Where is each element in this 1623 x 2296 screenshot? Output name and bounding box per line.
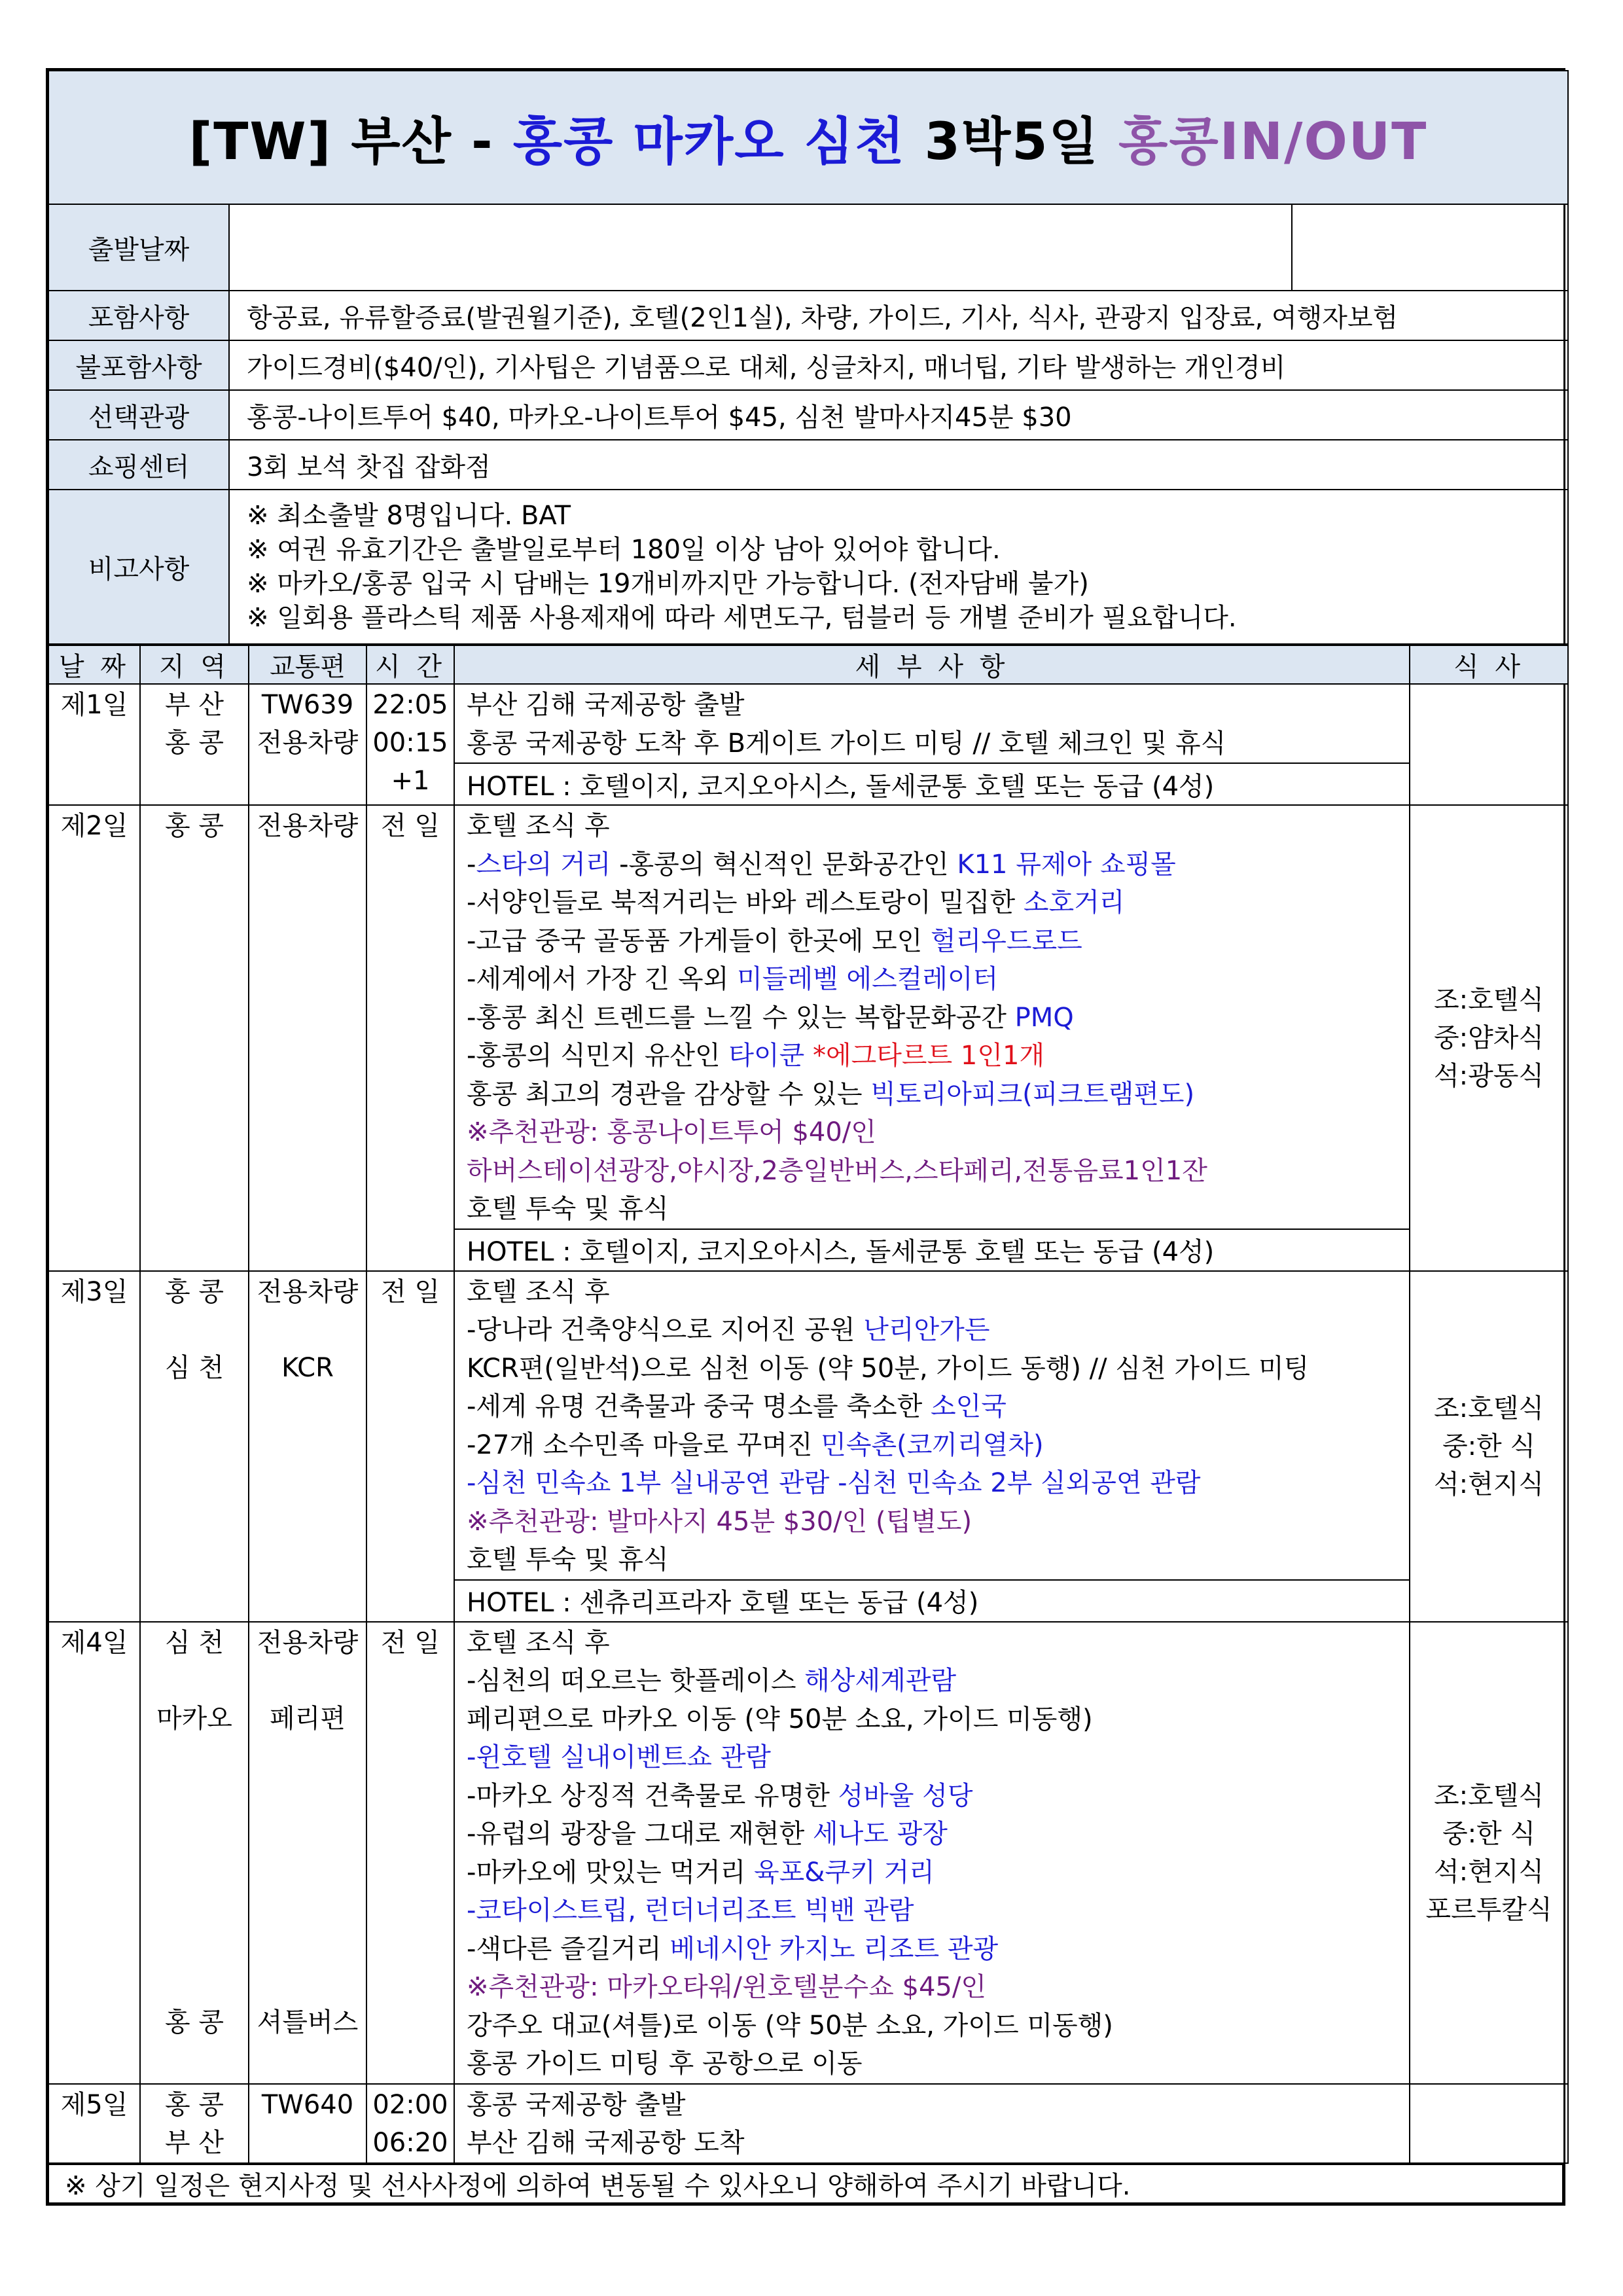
detail-text: ※추천관광: 마카오타워/윈호텔분수쇼 $45/인 xyxy=(467,1972,986,2002)
detail-text: ※추천관광: 발마사지 45분 $30/인 (팁별도) xyxy=(467,1506,972,1537)
detail-text: 하버스테이션광장,야시장,2층일반버스,스타페리,전통음료1인1잔 xyxy=(467,1155,1207,1186)
departure-label: 출발날짜 xyxy=(48,204,229,291)
detail-cell xyxy=(454,1622,1410,2084)
detail-text: 소인국 xyxy=(930,1391,1007,1422)
detail-cell xyxy=(454,684,1410,763)
detail-text: 베네시안 카지노 리조트 관광 xyxy=(669,1933,999,1964)
detail-line xyxy=(467,1113,1409,1152)
meal-cell xyxy=(1410,684,1568,805)
detail-text: 부산 김해 국제공항 출발 xyxy=(467,690,745,720)
detail-text: 빅토리아피크(피크트램편도) xyxy=(870,1079,1195,1109)
time-cell: 전 일 xyxy=(366,1622,454,2084)
detail-cell xyxy=(454,2084,1410,2163)
detail-line xyxy=(467,2007,1409,2045)
detail-text: -홍콩 최신 트렌드를 느낄 수 있는 복합문화공간 xyxy=(467,1002,1015,1033)
detail-text: 홍콩 국제공항 도착 후 B게이트 가이드 미팅 // 호텔 체크인 및 휴식 xyxy=(467,728,1226,759)
day-label: 제5일 xyxy=(48,2084,140,2163)
detail-line xyxy=(467,1311,1409,1350)
detail-text: 강주오 대교(셔틀)로 이동 (약 50분 소요, 가이드 미동행) xyxy=(467,2010,1113,2041)
detail-line xyxy=(467,960,1409,999)
detail-line xyxy=(467,1388,1409,1426)
detail-text: 미들레벨 에스컬레이터 xyxy=(737,964,999,994)
detail-text: -세계에서 가장 긴 옥외 xyxy=(467,964,738,994)
detail-text: 타이쿤 xyxy=(728,1041,805,1071)
detail-line xyxy=(467,999,1409,1037)
option-text: 홍콩-나이트투어 $40, 마카오-나이트투어 $45, 심천 발마사지45분 $30 xyxy=(229,390,1568,440)
meal-cell: 조:호텔식 중:한 식 석:현지식 포르투칼식 xyxy=(1410,1622,1568,2084)
detail-line xyxy=(467,1854,1409,1892)
detail-line xyxy=(467,922,1409,961)
detail-text: -당나라 건축양식으로 지어진 공원 xyxy=(467,1315,864,1345)
transport-cell: TW639 전용차량 xyxy=(249,684,366,805)
shopping-text: 3회 보석 찻집 잡화점 xyxy=(229,440,1568,490)
detail-text: -고급 중국 골동품 가게들이 한곳에 모인 xyxy=(467,925,931,956)
header-region: 지 역 xyxy=(140,645,249,684)
detail-text: -심천의 떠오르는 핫플레이스 xyxy=(467,1666,805,1696)
detail-line xyxy=(467,884,1409,922)
region-cell: 홍 콩 부 산 xyxy=(140,2084,249,2163)
detail-text: 홍콩 최고의 경관을 감상할 수 있는 xyxy=(467,1079,871,1109)
hotel-cell: HOTEL : 호텔이지, 코지오아시스, 돌세쿤통 호텔 또는 동급 (4성) xyxy=(454,1229,1410,1271)
time-cell: 02:00 06:20 xyxy=(366,2084,454,2163)
title-part-inout: 홍콩IN/OUT xyxy=(1118,113,1428,171)
detail-line xyxy=(467,1624,1409,1662)
detail-text: 페리편으로 마카오 이동 (약 50분 소요, 가이드 미동행) xyxy=(467,1704,1093,1734)
detail-line xyxy=(467,807,1409,846)
meal-cell: 조:호텔식 중:얌차식 석:광동식 xyxy=(1410,805,1568,1271)
transport-cell: 전용차량 페리편 셔틀버스 xyxy=(249,1622,366,2084)
detail-line xyxy=(467,846,1409,884)
exclude-label: 불포함사항 xyxy=(48,340,229,390)
detail-line xyxy=(467,1503,1409,1541)
hotel-cell: HOTEL : 호텔이지, 코지오아시스, 돌세쿤통 호텔 또는 동급 (4성) xyxy=(454,763,1410,805)
detail-text: -유럽의 광장을 그대로 재현한 xyxy=(467,1819,813,1849)
detail-line xyxy=(467,1273,1409,1312)
detail-line xyxy=(467,2086,1409,2125)
detail-text: 헐리우드로드 xyxy=(930,925,1082,956)
time-cell: 전 일 xyxy=(366,805,454,1271)
detail-cell xyxy=(454,1271,1410,1580)
detail-text: 해상세계관람 xyxy=(804,1666,957,1696)
header-meal: 식 사 xyxy=(1410,645,1568,684)
option-label: 선택관광 xyxy=(48,390,229,440)
detail-text: - xyxy=(467,849,476,880)
detail-line xyxy=(467,1464,1409,1503)
remark-list xyxy=(229,490,1568,644)
detail-text: *에그타르트 1인1개 xyxy=(804,1041,1045,1071)
footer-table xyxy=(48,2164,1563,2204)
footer-note: ※ 상기 일정은 현지사정 및 선사사정에 의하여 변동될 수 있사오니 양해하여 주시기 바랍니다. xyxy=(48,2164,1563,2203)
detail-line xyxy=(467,2045,1409,2083)
shopping-label: 쇼핑센터 xyxy=(48,440,229,490)
detail-text: -세계 유명 건축물과 중국 명소를 축소한 xyxy=(467,1391,931,1422)
day-label: 제4일 xyxy=(48,1622,140,2084)
header-day: 날 짜 xyxy=(48,645,140,684)
info-table xyxy=(48,70,1569,645)
region-cell: 부 산 홍 콩 xyxy=(140,684,249,805)
time-cell: 전 일 xyxy=(366,1271,454,1622)
detail-text: 홍콩 가이드 미팅 후 공항으로 이동 xyxy=(467,2049,863,2079)
detail-text: 세나도 광장 xyxy=(812,1819,948,1849)
hotel-cell: HOTEL : 센츄리프라자 호텔 또는 동급 (4성) xyxy=(454,1580,1410,1622)
departure-extra-field xyxy=(1292,204,1568,291)
detail-text: -코타이스트립, 런더너리조트 빅밴 관람 xyxy=(467,1895,914,1926)
detail-text: 난리안가든 xyxy=(863,1315,990,1345)
remark-item: ※ 일회용 플라스틱 제품 사용제재에 따라 세면도구, 텀블러 등 개별 준비가 필요합니다. xyxy=(247,603,1237,633)
detail-text: -서양인들로 북적거리는 바와 레스토랑이 밀집한 xyxy=(467,888,1024,918)
day-label: 제3일 xyxy=(48,1271,140,1622)
remark-item: ※ 여권 유효기간은 출발일로부터 180일 이상 남아 있어야 합니다. xyxy=(247,535,1001,565)
detail-text: 호텔 조식 후 xyxy=(467,1627,610,1658)
page-title xyxy=(48,71,1568,204)
detail-line xyxy=(467,1541,1409,1579)
detail-text: 홍콩 국제공항 출발 xyxy=(467,2089,686,2120)
itinerary-sheet xyxy=(46,68,1565,2206)
detail-text: -27개 소수민족 마을로 꾸며진 xyxy=(467,1429,821,1460)
detail-text: 육포&쿠키 거리 xyxy=(753,1857,935,1888)
detail-line xyxy=(467,1968,1409,2007)
detail-line xyxy=(467,1777,1409,1816)
detail-text: 호텔 투숙 및 휴식 xyxy=(467,1545,669,1575)
header-transport: 교통편 xyxy=(249,645,366,684)
detail-line xyxy=(467,1037,1409,1075)
detail-line xyxy=(467,725,1409,763)
header-time: 시 간 xyxy=(366,645,454,684)
remark-item: ※ 최소출발 8명입니다. BAT xyxy=(247,501,571,531)
detail-line xyxy=(467,2124,1409,2162)
detail-text: ※추천관광: 홍콩나이트투어 $40/인 xyxy=(467,1117,876,1147)
exclude-text: 가이드경비($40/인), 기사팁은 기념품으로 대체, 싱글차지, 매너팁, 기타 발생하는 개인경비 xyxy=(229,340,1568,390)
departure-date-field xyxy=(229,204,1292,291)
detail-line xyxy=(467,1892,1409,1930)
detail-text: -심천 민속쇼 1부 실내공연 관람 -심천 민속쇼 2부 실외공연 관람 xyxy=(467,1468,1201,1498)
region-cell: 심 천 마카오 홍 콩 xyxy=(140,1622,249,2084)
include-text: 항공료, 유류할증료(발권월기준), 호텔(2인1실), 차량, 가이드, 기사, 식사, 관광지 입장료, 여행자보험 xyxy=(229,291,1568,340)
day-label: 제1일 xyxy=(48,684,140,805)
transport-cell: 전용차량 KCR xyxy=(249,1271,366,1622)
meal-cell xyxy=(1410,2084,1568,2163)
detail-line xyxy=(467,1350,1409,1388)
detail-line xyxy=(467,1662,1409,1700)
title-part-route: [TW] 부산 - xyxy=(188,113,513,171)
detail-line xyxy=(467,1075,1409,1114)
title-part-cities: 홍콩 마카오 심천 xyxy=(512,113,906,171)
transport-cell: 전용차량 xyxy=(249,805,366,1271)
time-cell: 22:05 00:15 +1 xyxy=(366,684,454,805)
detail-line xyxy=(467,686,1409,725)
detail-line xyxy=(467,1152,1409,1191)
detail-text: -윈호텔 실내이벤트쇼 관람 xyxy=(467,1742,771,1772)
detail-text: KCR편(일반석)으로 심천 이동 (약 50분, 가이드 동행) // 심천 가이드 미팅 xyxy=(467,1353,1310,1384)
meal-cell: 조:호텔식 중:한 식 석:현지식 xyxy=(1410,1271,1568,1622)
detail-text: PMQ xyxy=(1014,1002,1074,1033)
detail-line xyxy=(467,1700,1409,1739)
detail-text: 성바울 성당 xyxy=(838,1780,973,1811)
schedule-table xyxy=(48,645,1569,2164)
detail-text: 민속촌(코끼리열차) xyxy=(821,1429,1044,1460)
detail-line xyxy=(467,1815,1409,1854)
detail-line xyxy=(467,1930,1409,1969)
remark-label: 비고사항 xyxy=(48,490,229,644)
detail-line xyxy=(467,1738,1409,1777)
region-cell: 홍 콩 xyxy=(140,805,249,1271)
detail-text: 스타의 거리 xyxy=(476,849,611,880)
title-part-duration: 3박5일 xyxy=(905,113,1119,171)
detail-text: 호텔 투숙 및 휴식 xyxy=(467,1194,669,1224)
detail-text: -홍콩의 식민지 유산인 xyxy=(467,1041,729,1071)
detail-text: -마카오에 맛있는 먹거리 xyxy=(467,1857,754,1888)
detail-text: 소호거리 xyxy=(1023,888,1125,918)
day-label: 제2일 xyxy=(48,805,140,1271)
detail-text: 호텔 조식 후 xyxy=(467,1276,610,1307)
detail-text: -색다른 즐길거리 xyxy=(467,1933,670,1964)
transport-cell: TW640 xyxy=(249,2084,366,2163)
detail-text: -마카오 상징적 건축물로 유명한 xyxy=(467,1780,838,1811)
remark-item: ※ 마카오/홍콩 입국 시 담배는 19개비까지만 가능합니다. (전자담배 불가) xyxy=(247,569,1089,599)
detail-text: K11 뮤제아 쇼핑몰 xyxy=(957,849,1176,880)
detail-text: 호텔 조식 후 xyxy=(467,811,610,841)
detail-line xyxy=(467,1426,1409,1465)
detail-text: 부산 김해 국제공항 도착 xyxy=(467,2128,745,2158)
detail-cell xyxy=(454,805,1410,1229)
region-cell: 홍 콩 심 천 xyxy=(140,1271,249,1622)
detail-text: -홍콩의 혁신적인 문화공간인 xyxy=(611,849,957,880)
header-detail: 세 부 사 항 xyxy=(454,645,1410,684)
detail-line xyxy=(467,1190,1409,1229)
include-label: 포함사항 xyxy=(48,291,229,340)
